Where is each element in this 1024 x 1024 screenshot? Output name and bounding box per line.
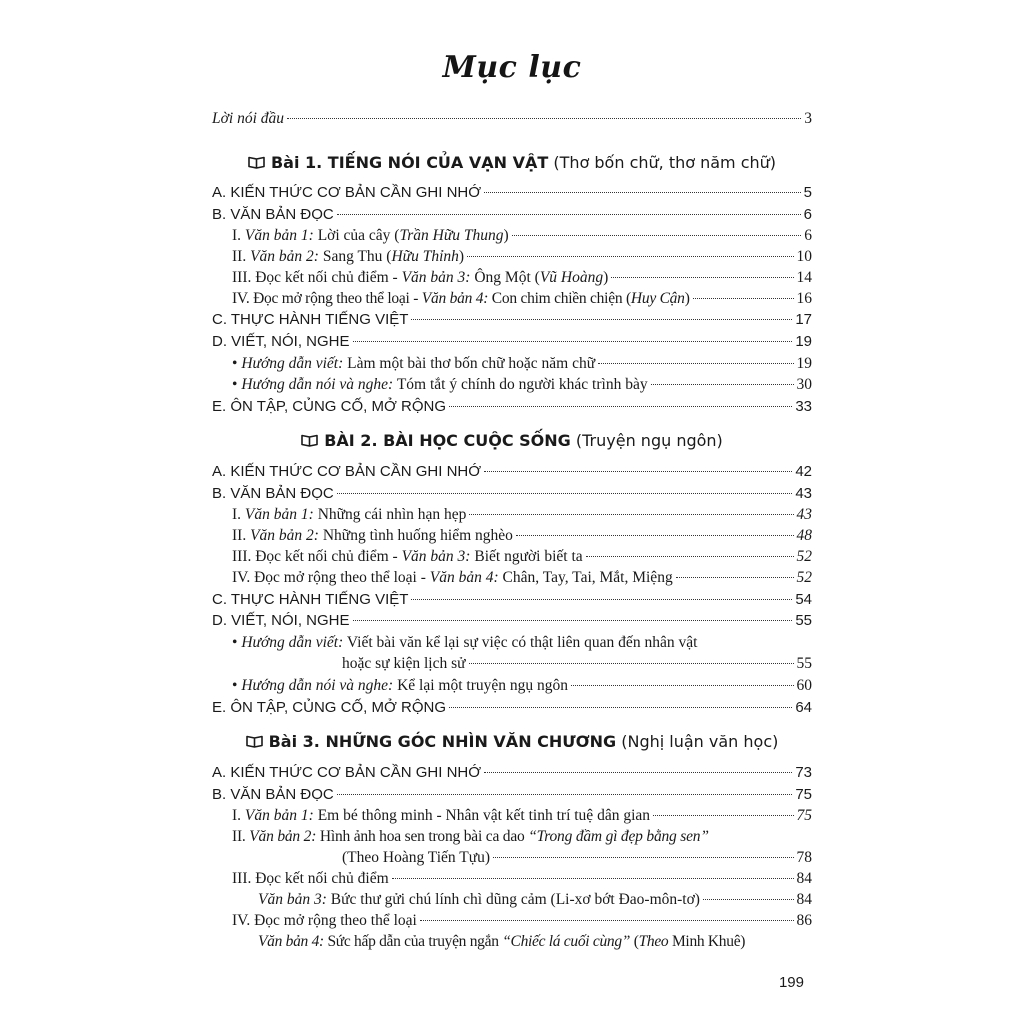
- toc-row: [342, 847, 812, 869]
- leader-dots: [653, 815, 793, 816]
- page-number: 199: [778, 974, 804, 991]
- leader-dots: [449, 406, 792, 407]
- toc-row: [232, 675, 812, 697]
- toc-row: [232, 288, 812, 310]
- page-ref: 64: [795, 699, 812, 716]
- page-ref: 48: [796, 527, 812, 544]
- page-title: Mục lục: [442, 50, 582, 85]
- toc-row: [212, 762, 812, 784]
- leader-dots: [676, 577, 794, 578]
- toc-row: [232, 868, 812, 890]
- entry-text: IV. Đọc mở rộng theo thể loại - Văn bản 4: Con chim chiền chiện (Huy Cận): [232, 290, 690, 307]
- toc-row: [212, 697, 812, 719]
- toc-row: [258, 889, 812, 911]
- leader-dots: [516, 535, 794, 536]
- leader-dots: [693, 298, 794, 299]
- open-book-icon: [301, 434, 318, 447]
- leader-dots: [586, 556, 794, 557]
- entry-text: A. KIẾN THỨC CƠ BẢN CẦN GHI NHỚ: [212, 764, 482, 781]
- lesson-genre: (Truyện ngụ ngôn): [570, 431, 723, 450]
- lesson-title: Bài 3. NHỮNG GÓC NHÌN VĂN CHƯƠNG: [268, 732, 617, 751]
- toc-row: [342, 653, 812, 675]
- page-ref: 55: [795, 612, 812, 629]
- page-ref: 33: [795, 398, 812, 415]
- leader-dots: [287, 118, 801, 119]
- toc-row-preface: [212, 108, 812, 130]
- page-ref: 60: [796, 677, 812, 694]
- toc-row: [232, 805, 812, 827]
- toc-row: [232, 225, 812, 247]
- open-book-icon: [246, 735, 263, 748]
- toc-row: [232, 910, 812, 932]
- entry-text: • Hướng dẫn viết: Làm một bài thơ bốn chữ hoặc năm chữ: [232, 355, 596, 372]
- leader-dots: [337, 493, 793, 494]
- page-ref: 19: [796, 355, 812, 372]
- entry-text: E. ÔN TẬP, CỦNG CỐ, MỞ RỘNG: [212, 398, 447, 415]
- lesson-2-heading: [0, 429, 1024, 453]
- toc-row: [212, 784, 812, 806]
- leader-dots: [411, 319, 792, 320]
- lesson-3-heading: [0, 730, 1024, 754]
- page-ref: 30: [796, 376, 812, 393]
- entry-text: I. Văn bản 1: Em bé thông minh - Nhân vật kết tinh trí tuệ dân gian: [232, 807, 651, 824]
- leader-dots: [703, 899, 794, 900]
- leader-dots: [484, 192, 801, 193]
- entry-text: C. THỰC HÀNH TIẾNG VIỆT: [212, 311, 409, 328]
- toc-row: [232, 567, 812, 589]
- toc-row: [232, 246, 812, 268]
- leader-dots: [337, 794, 793, 795]
- leader-dots: [484, 471, 792, 472]
- page-ref: 84: [796, 870, 812, 887]
- toc-row: [212, 589, 812, 611]
- page-ref: 75: [796, 807, 812, 824]
- page-ref: 84: [796, 891, 812, 908]
- leader-dots: [611, 277, 793, 278]
- leader-dots: [469, 514, 793, 515]
- entry-text: A. KIẾN THỨC CƠ BẢN CẦN GHI NHỚ: [212, 463, 482, 480]
- toc-row: [212, 309, 812, 331]
- page-ref: 6: [804, 227, 812, 244]
- page-ref: 42: [795, 463, 812, 480]
- entry-text: II. Văn bản 2: Những tình huống hiểm nghèo: [232, 527, 513, 544]
- entry-text: B. VĂN BẢN ĐỌC: [212, 786, 334, 803]
- entry-text: IV. Đọc mở rộng theo thể loại - Văn bản 4: Chân, Tay, Tai, Mắt, Miệng: [232, 569, 673, 586]
- page-ref: 3: [804, 110, 812, 127]
- leader-dots: [469, 663, 794, 664]
- toc-row: [232, 353, 812, 375]
- entry-text: I. Văn bản 1: Những cái nhìn hạn hẹp: [232, 506, 467, 523]
- lesson-genre: (Thơ bốn chữ, thơ năm chữ): [548, 153, 777, 172]
- toc-row-continued: • Hướng dẫn viết: Viết bài văn kể lại sự việc có thật liên quan đến nhân vật: [232, 634, 698, 651]
- entry-text: Văn bản 3: Bức thư gửi chú lính chì dũng cảm (Li-xơ bớt Đao-môn-tơ): [258, 891, 700, 908]
- leader-dots: [484, 772, 792, 773]
- page-ref: 5: [803, 184, 812, 201]
- open-book-icon: [248, 156, 265, 169]
- lesson-1-heading: [0, 151, 1024, 175]
- entry-text: D. VIẾT, NÓI, NGHE: [212, 333, 350, 350]
- entry-text: D. VIẾT, NÓI, NGHE: [212, 612, 350, 629]
- page-ref: 16: [796, 290, 812, 307]
- toc-row: [212, 396, 812, 418]
- entry-text: hoặc sự kiện lịch sử: [342, 655, 466, 672]
- page-ref: 52: [796, 548, 812, 565]
- leader-dots: [353, 620, 793, 621]
- entry-text: • Hướng dẫn nói và nghe: Tóm tắt ý chính do người khác trình bày: [232, 376, 648, 393]
- entry-text: A. KIẾN THỨC CƠ BẢN CẦN GHI NHỚ: [212, 184, 482, 201]
- page-ref: 10: [796, 248, 812, 265]
- page-ref: 6: [803, 206, 812, 223]
- page-ref: 43: [795, 485, 812, 502]
- leader-dots: [571, 685, 794, 686]
- leader-dots: [353, 341, 793, 342]
- toc-row: [232, 374, 812, 396]
- toc-row: [212, 461, 812, 483]
- toc-row: [212, 204, 812, 226]
- leader-dots: [411, 599, 792, 600]
- entry-text: C. THỰC HÀNH TIẾNG VIỆT: [212, 591, 409, 608]
- leader-dots: [651, 384, 794, 385]
- entry-text: E. ÔN TẬP, CỦNG CỐ, MỞ RỘNG: [212, 699, 447, 716]
- page-ref: 86: [796, 912, 812, 929]
- entry-text: III. Đọc kết nối chủ điểm - Văn bản 3: Ông Một (Vũ Hoàng): [232, 269, 609, 286]
- page-ref: 17: [795, 311, 812, 328]
- entry-text: III. Đọc kết nối chủ điểm: [232, 870, 389, 887]
- leader-dots: [392, 878, 794, 879]
- page-ref: 43: [796, 506, 812, 523]
- leader-dots: [337, 214, 801, 215]
- entry-text: I. Văn bản 1: Lời của cây (Trần Hữu Thung): [232, 227, 509, 244]
- toc-row: [212, 610, 812, 632]
- page-ref: 14: [796, 269, 812, 286]
- leader-dots: [449, 707, 792, 708]
- toc-row: [212, 483, 812, 505]
- toc-row: [232, 504, 812, 526]
- entry-text: B. VĂN BẢN ĐỌC: [212, 206, 334, 223]
- preface-label: Lời nói đầu: [212, 110, 285, 127]
- toc-row: [232, 525, 812, 547]
- toc-row: [232, 546, 812, 568]
- leader-dots: [467, 256, 793, 257]
- entry-text: B. VĂN BẢN ĐỌC: [212, 485, 334, 502]
- page-ref: 75: [795, 786, 812, 803]
- page-ref: 55: [796, 655, 812, 672]
- page-ref: 73: [795, 764, 812, 781]
- page-ref: 52: [796, 569, 812, 586]
- entry-text: IV. Đọc mở rộng theo thể loại: [232, 912, 417, 929]
- toc-row-continued: II. Văn bản 2: Hình ảnh hoa sen trong bài ca dao “Trong đầm gì đẹp bằng sen”: [232, 828, 709, 845]
- entry-text: • Hướng dẫn nói và nghe: Kể lại một truyện ngụ ngôn: [232, 677, 568, 694]
- entry-text: (Theo Hoàng Tiến Tựu): [342, 849, 491, 866]
- lesson-title: BÀI 2. BÀI HỌC CUỘC SỐNG: [324, 431, 571, 450]
- toc-row: [212, 182, 812, 204]
- lesson-genre: (Nghị luận văn học): [616, 732, 779, 751]
- toc-row-continued: Văn bản 4: Sức hấp dẫn của truyện ngắn “Chiếc lá cuối cùng” (Theo Minh Khuê): [258, 933, 746, 950]
- lesson-title: Bài 1. TIẾNG NÓI CỦA VẠN VẬT: [270, 153, 549, 172]
- entry-text: II. Văn bản 2: Sang Thu (Hữu Thỉnh): [232, 248, 465, 265]
- page-ref: 19: [795, 333, 812, 350]
- leader-dots: [493, 857, 793, 858]
- leader-dots: [512, 235, 802, 236]
- leader-dots: [598, 363, 793, 364]
- page-ref: 78: [796, 849, 812, 866]
- entry-text: III. Đọc kết nối chủ điểm - Văn bản 3: Biết người biết ta: [232, 548, 583, 565]
- toc-row: [212, 331, 812, 353]
- toc-row: [232, 267, 812, 289]
- page-ref: 54: [795, 591, 812, 608]
- leader-dots: [420, 920, 794, 921]
